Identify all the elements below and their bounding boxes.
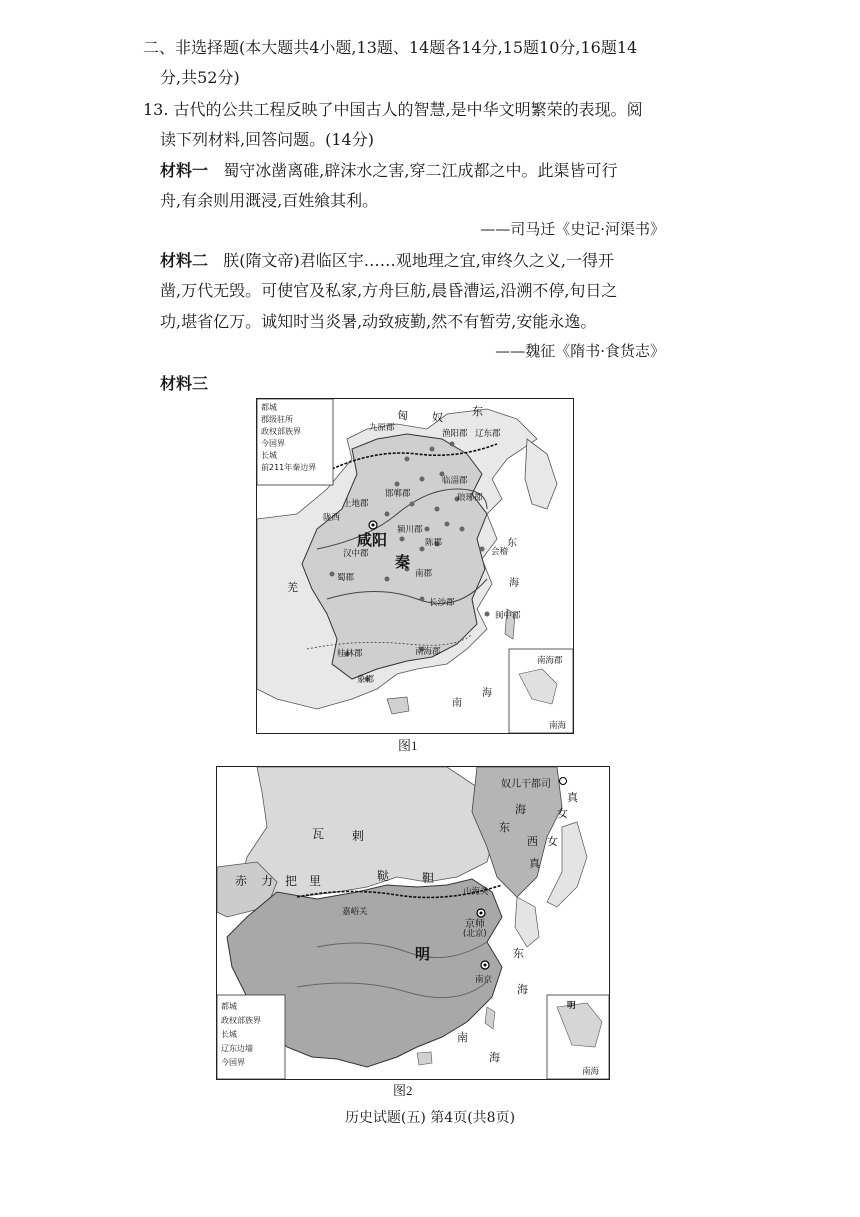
legend-capital: 都城 — [261, 403, 277, 412]
ming-map-graphic — [217, 767, 609, 1079]
label-nv-1: 女 — [557, 807, 568, 820]
material3-label: 材料三 — [160, 374, 209, 393]
label-qin: 秦 — [395, 553, 411, 571]
label-longxi: 陇西 — [323, 513, 341, 523]
legend-national-border: 今国界 — [261, 439, 285, 448]
legend-commandery: 郡级驻所 — [261, 415, 293, 424]
label-donghu: 东 — [472, 405, 483, 418]
label-yingchuan: 颍川郡 — [397, 525, 423, 535]
sea-hai-2: 海 — [482, 688, 492, 699]
label-nuergan: 奴儿干都司 — [501, 779, 551, 790]
label-shangdi: 上地郡 — [343, 499, 369, 509]
label-qiang: 羌 — [287, 581, 298, 594]
label-xiongnu-2: 奴 — [432, 411, 443, 424]
map2-caption: 图2 — [393, 1083, 413, 1098]
legend-qin-border: 前211年秦边界 — [261, 463, 317, 472]
label-chen: 陈郡 — [425, 538, 443, 548]
label-zhen-1: 真 — [567, 791, 578, 804]
legend-border: 政权部族界 — [261, 427, 301, 436]
inset2-sea: 南海 — [582, 1067, 600, 1077]
section-heading-cont: 分,共52分) — [160, 68, 240, 87]
question-line-1: 13. 古代的公共工程反映了中国古人的智慧,是中华文明繁荣的表现。阅 — [143, 100, 643, 119]
label-shu: 蜀郡 — [337, 573, 355, 583]
material2-line-3: 功,堪省亿万。诚知时当炎暑,动致疲勤,然不有暂劳,安能永逸。 — [160, 312, 597, 331]
label-ta: 鞑 — [377, 869, 390, 883]
question-line-2: 读下列材料,回答问题。(14分) — [160, 130, 374, 149]
sea2-hai-2: 海 — [489, 1051, 500, 1064]
label-chi: 赤 — [235, 874, 248, 888]
legend2-liaodong-wall: 辽东边墙 — [221, 1044, 253, 1053]
qin-map-legend — [261, 402, 316, 474]
label-guilin: 桂林郡 — [337, 649, 363, 659]
material1-label: 材料一 — [160, 161, 209, 180]
inset-title: 南海郡 — [537, 656, 563, 666]
label-jiayuguan: 嘉峪关 — [342, 907, 368, 917]
section-heading: 二、非选择题(本大题共4小题,13题、14题各14分,15题10分,16题14 — [143, 38, 638, 57]
label-yuyang: 渔阳郡 — [442, 429, 468, 439]
label-kuaiji: 会稽 — [491, 547, 509, 557]
ming-map — [216, 766, 610, 1080]
label-hai: 海 — [515, 803, 526, 816]
material2-source: ——魏征《隋书·食货志》 — [495, 342, 665, 360]
sea2-hai: 海 — [517, 983, 528, 996]
label-ming: 明 — [415, 945, 431, 963]
label-xiang: 象郡 — [357, 675, 375, 685]
label-dong: 东 — [499, 821, 510, 834]
map1-caption: 图1 — [398, 738, 418, 753]
label-wa: 瓦 — [312, 827, 325, 841]
label-langya: 琅琊郡 — [457, 493, 483, 503]
label-beijing: (北京) — [463, 929, 487, 939]
label-nanjing: 南京 — [475, 975, 493, 985]
material2-line-1 — [160, 248, 614, 271]
material2-line-2: 凿,万代无毁。可使官及私家,方舟巨舫,晨昏漕运,沿溯不停,旬日之 — [160, 281, 618, 300]
label-jingshi: 京师 — [465, 919, 485, 930]
material1-line-1 — [160, 158, 617, 181]
label-shanhaiguan: 山海关 — [463, 887, 489, 897]
qin-map — [256, 398, 574, 734]
label-xianyang: 咸阳 — [357, 531, 388, 549]
legend2-national-border: 今国界 — [221, 1058, 245, 1067]
label-ba: 把 — [285, 874, 298, 888]
material2-text-1: 朕(隋文帝)君临区宇……观地理之宜,审终久之义,一得开 — [223, 251, 614, 270]
label-changsha: 长沙郡 — [429, 598, 455, 608]
sea2-nan: 南 — [457, 1031, 468, 1044]
label-xi: 西 — [527, 835, 538, 848]
label-li: 力 — [261, 874, 274, 888]
inset2-title: 明 — [567, 1001, 576, 1011]
legend2-border: 政权部族界 — [221, 1016, 261, 1025]
legend-great-wall: 长城 — [261, 451, 277, 460]
page-footer: 历史试题(五) 第4页(共8页) — [344, 1110, 516, 1126]
sea-hai-1: 海 — [509, 578, 519, 589]
label-zhen-2: 真 — [529, 857, 540, 870]
label-liaodong: 辽东郡 — [475, 429, 501, 439]
material1-source: ——司马迁《史记·河渠书》 — [480, 220, 665, 238]
label-la: 剌 — [352, 829, 365, 843]
label-handan: 邯郸郡 — [385, 489, 411, 499]
material1-line-2: 舟,有余则用溉浸,百姓飨其利。 — [160, 191, 379, 210]
legend2-great-wall: 长城 — [221, 1030, 237, 1039]
label-dan: 靼 — [422, 871, 435, 885]
label-li-2: 里 — [309, 874, 322, 888]
label-xiongnu-1: 匈 — [397, 409, 408, 422]
label-linzi: 临淄郡 — [442, 476, 468, 486]
label-nv-2: 女 — [547, 835, 558, 848]
label-minzhong: 闽中郡 — [495, 611, 521, 621]
sea-nan-1: 南 — [452, 698, 462, 709]
inset-sea: 南海 — [549, 721, 567, 731]
sea-dong-1: 东 — [507, 538, 517, 549]
label-hanzhong: 汉中郡 — [343, 549, 369, 559]
ming-map-legend — [221, 1000, 261, 1070]
label-nanhai: 南海郡 — [415, 647, 441, 657]
material1-text-1: 蜀守冰凿离碓,辟沫水之害,穿二江成都之中。此渠皆可行 — [223, 161, 618, 180]
sea2-dong: 东 — [513, 947, 524, 960]
label-nan: 南郡 — [415, 569, 433, 579]
label-jiuyuan: 九原郡 — [369, 423, 395, 433]
legend2-capital: 都城 — [221, 1002, 237, 1011]
material2-label: 材料二 — [160, 251, 209, 270]
